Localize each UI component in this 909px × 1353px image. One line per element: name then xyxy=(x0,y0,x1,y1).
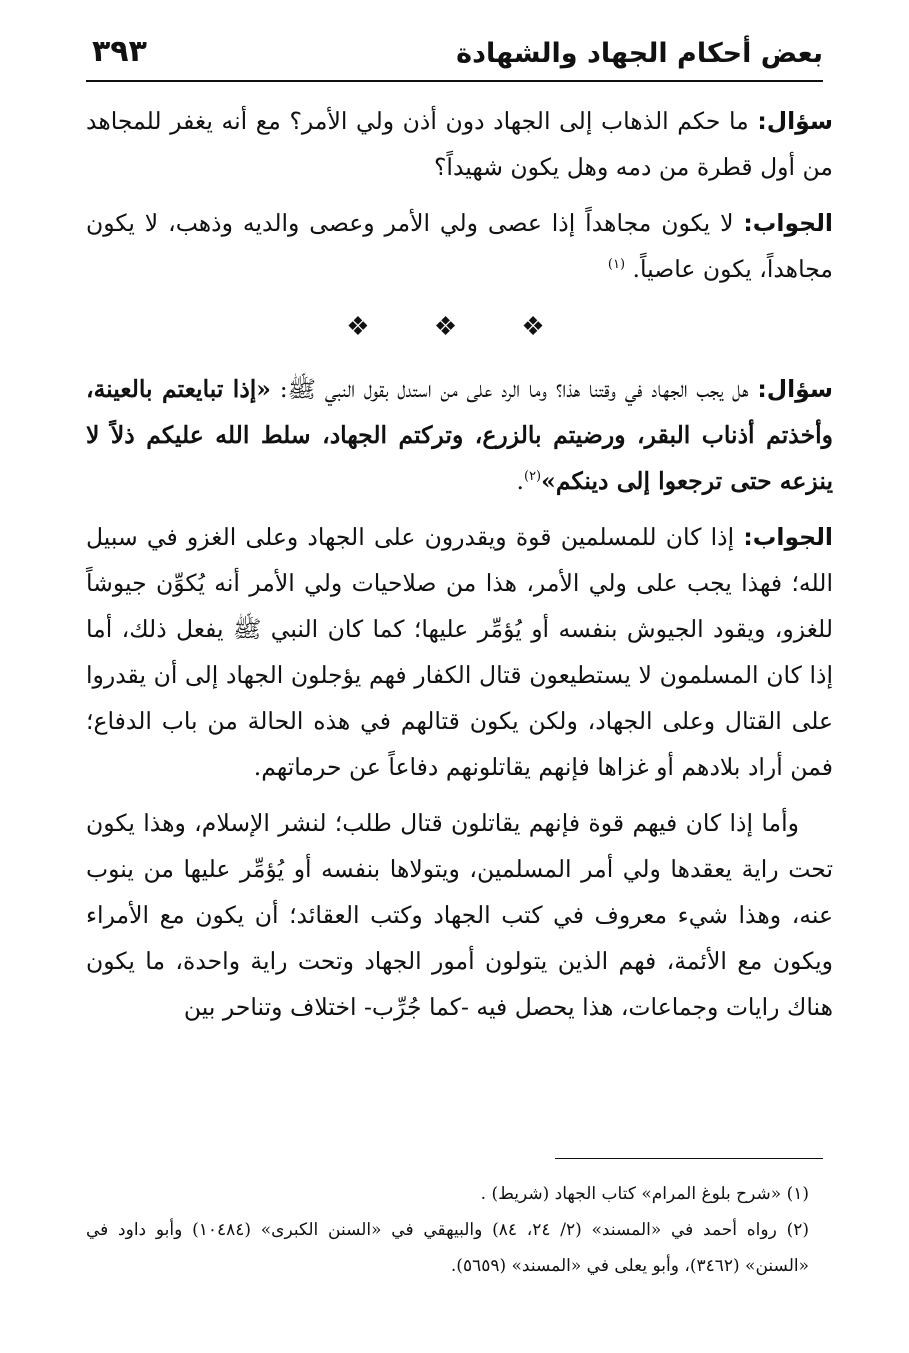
answer-label: الجواب: xyxy=(743,209,833,237)
running-header xyxy=(86,34,823,82)
question-1 xyxy=(86,98,833,190)
question-2 xyxy=(86,366,833,504)
footnotes xyxy=(86,1176,809,1284)
footnote-ref-2: (٢) xyxy=(523,469,542,485)
footnote-1: (١) «شرح بلوغ المرام» كتاب الجهاد (شريط) . xyxy=(480,1184,809,1204)
end-mark: . xyxy=(516,467,524,495)
answer-label: الجواب: xyxy=(743,523,833,551)
footnote-ref-1: (١) xyxy=(607,257,626,273)
answer-text: لا يكون مجاهداً إذا عصى ولي الأمر وعصى والديه وذهب، لا يكون مجاهداً، يكون عاصياً. xyxy=(86,209,833,283)
answer-2 xyxy=(86,514,833,790)
main-text xyxy=(86,98,833,1040)
question-text: هل يجب الجهاد في وقتنا هذا؟ وما الرد على من استدل بقول النبي ﷺ: xyxy=(271,375,758,403)
running-title: بعض أحكام الجهاد والشهادة xyxy=(456,38,823,69)
question-label: سؤال: xyxy=(757,375,833,403)
answer-text: إذا كان للمسلمين قوة ويقدرون على الجهاد وعلى الغزو في سبيل الله؛ فهذا يجب على ولي الأمر، هذا من صلاحيات ولي الأمر أنه يُكوِّن جيوشاً للغزو، ويقود الجيوش بنفسه أو يُؤمِّر عليها؛ كما كان النبي ﷺ يفعل ذلك، أما إذا كان المسلمون لا يستطيعون قتال الكفار فهم يؤجلون الجهاد إلى أن يقدروا على القتال وعلى الجهاد، ولكن يكون قتالهم في هذه الحالة من باب الدفاع؛ فمن أراد بلادهم أو غزاها فإنهم يقاتلونهم دفاعاً عن حرماتهم. xyxy=(86,523,833,781)
hadith-quote: «إذا تبايعتم بالعينة، وأخذتم أذناب البقر، ورضيتم بالزرع، وتركتم الجهاد، سلط الله عليكم ذلاً لا ينزعه حتى ترجعوا إلى دينكم» xyxy=(86,375,833,495)
question-label: سؤال: xyxy=(757,107,833,135)
footnote-divider xyxy=(555,1158,823,1159)
section-separator: ❖ ❖ ❖ xyxy=(346,312,573,342)
answer-1 xyxy=(86,200,833,292)
answer-2-continuation: وأما إذا كان فيهم قوة فإنهم يقاتلون قتال طلب؛ لنشر الإسلام، وهذا يكون تحت راية يعقدها ولي أمر المسلمين، ويتولاها بنفسه أو يُؤمِّر عليها من ينوب عنه، وهذا شيء معروف في كتب الجهاد وكتب العقائد؛ أن يكون مع الأمراء ويكون مع الأئمة، فهم الذين يتولون أمور الجهاد وتحت راية واحدة، ما يكون هناك رايات وجماعات، هذا يحصل فيه -كما جُرِّب- اختلاف وتناحر بين xyxy=(86,809,833,1021)
question-text: ما حكم الذهاب إلى الجهاد دون أذن ولي الأمر؟ مع أنه يغفر للمجاهد من أول قطرة من دمه وهل يكون شهيداً؟ xyxy=(86,107,833,181)
page-number: ٣٩٣ xyxy=(92,34,147,69)
footnote-2: (٢) رواه أحمد في «المسند» (٢/ ٢٤، ٨٤) والبيهقي في «السنن الكبرى» (١٠٤٨٤) وأبو داود في «السنن» (٣٤٦٢)، وأبو يعلى في «المسند» (٥٦٥٩). xyxy=(86,1220,809,1276)
